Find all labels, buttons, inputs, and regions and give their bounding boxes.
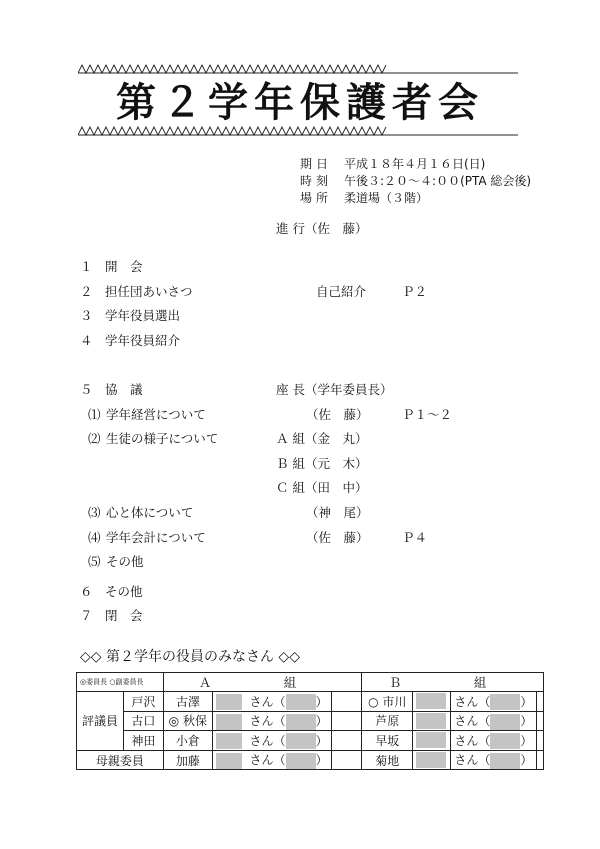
sub-num-1: ⑴: [88, 407, 101, 422]
officers-table: [76, 672, 544, 770]
district-cell: 古口: [124, 711, 164, 731]
meeting-info: [300, 156, 531, 207]
table-row: [77, 692, 544, 712]
redacted-box: [416, 693, 446, 709]
agenda-item-5-chair: 座 長（学年委員長）: [276, 382, 393, 397]
officer-legend: ◎委員長 ○副委員長: [77, 673, 164, 692]
sub-item-1-page: Ｐ１～２: [402, 407, 453, 422]
a-parent-name: 加藤: [163, 750, 212, 770]
redacted-box: [490, 753, 520, 769]
sub-item-2-presenter-b: Ｂ 組（元 木）: [276, 456, 368, 471]
san-label: さん（: [454, 753, 491, 768]
a-officer-name: ◎ 秋保: [163, 711, 212, 731]
b-officer-name: 早坂: [362, 731, 413, 751]
table-row: [77, 731, 544, 751]
sub-item-3-presenter: （神 尾）: [306, 505, 369, 520]
sub-item-4-presenter: （佐 藤）: [306, 530, 369, 545]
place-label: 場所: [300, 191, 333, 205]
spacer-cell: [536, 692, 543, 712]
sub-num-2: ⑵: [88, 431, 101, 446]
spacer-cell: [331, 711, 362, 731]
time-value: 午後３:２０～４:００(PTA 総会後): [344, 174, 532, 188]
close-paren: ）: [315, 694, 328, 709]
close-paren: ）: [315, 753, 328, 768]
district-cell: 戸沢: [124, 692, 164, 712]
time-row: [300, 173, 531, 190]
close-paren: ）: [315, 714, 328, 729]
redacted-box: [490, 714, 520, 730]
a-officer-detail: [212, 692, 331, 712]
sub-item-4-page: Ｐ４: [402, 530, 428, 545]
officers-heading: ◇◇ 第２学年の役員のみなさん ◇◇: [80, 649, 300, 665]
b-officer-detail: [451, 711, 537, 731]
spacer-cell: [331, 731, 362, 751]
redacted-box: [216, 733, 242, 749]
spacer-cell: [536, 750, 543, 770]
date-value: 平成１８年４月１６日(日): [344, 157, 486, 171]
agenda-item-2-page: Ｐ２: [402, 284, 428, 299]
redacted-box: [216, 714, 242, 730]
date-row: [300, 156, 531, 173]
district-cell: 神田: [124, 731, 164, 751]
agenda-item-7: 閉 会: [105, 608, 143, 623]
sub-num-4: ⑷: [88, 530, 101, 545]
san-label: さん（: [249, 694, 286, 709]
redacted-box: [490, 694, 520, 710]
a-officer-detail: [212, 711, 331, 731]
agenda-item-2: 担任団あいさつ: [105, 284, 193, 299]
b-redacted-cell: [413, 750, 451, 770]
b-officer-detail: [451, 731, 537, 751]
sub-item-2-presenter-a: Ａ 組（金 丸）: [276, 431, 368, 446]
redacted-box: [216, 694, 242, 710]
san-label: さん（: [454, 694, 491, 709]
close-paren: ）: [520, 733, 533, 748]
a-officer-detail: [212, 731, 331, 751]
a-parent-detail: [212, 750, 331, 770]
b-parent-name: 菊地: [362, 750, 413, 770]
redacted-box: [286, 753, 316, 769]
group-a-header: Ａ 組: [163, 673, 362, 692]
close-paren: ）: [520, 714, 533, 729]
redacted-box: [286, 714, 316, 730]
sub-item-5: その他: [106, 554, 144, 569]
agenda-item-5: 協 議: [105, 382, 143, 397]
group-b-header: Ｂ 組: [362, 673, 544, 692]
close-paren: ）: [520, 694, 533, 709]
spacer-cell: [331, 750, 362, 770]
redacted-box: [216, 753, 242, 769]
agenda-num-5: ５: [80, 382, 93, 397]
b-redacted-cell: [413, 731, 451, 751]
b-officer-name: ○ 市川: [362, 692, 413, 712]
agenda-item-1: 開 会: [105, 259, 143, 274]
sub-item-2-presenter-c: Ｃ 組（田 中）: [276, 480, 368, 495]
san-label: さん（: [249, 714, 286, 729]
bottom-decorative-rule: [78, 126, 518, 136]
sub-item-2: 生徒の様子について: [106, 431, 219, 446]
parent-committee-label: 母親委員: [77, 750, 164, 770]
redacted-box: [286, 733, 316, 749]
a-officer-name: 小倉: [163, 731, 212, 751]
page-title: 第２学年保護者会: [116, 79, 484, 126]
agenda-item-2-note: 自己紹介: [316, 284, 367, 299]
spacer-cell: [331, 692, 362, 712]
agenda-num-4: ４: [80, 333, 93, 348]
table-row: [77, 711, 544, 731]
time-label: 時刻: [300, 174, 333, 188]
san-label: さん（: [454, 714, 491, 729]
officers-header-row: [77, 673, 544, 692]
redacted-box: [416, 732, 446, 748]
b-parent-detail: [451, 750, 537, 770]
agenda-num-2: ２: [80, 284, 93, 299]
redacted-box: [286, 694, 316, 710]
spacer-cell: [536, 731, 543, 751]
agenda-num-1: １: [80, 259, 93, 274]
redacted-box: [490, 733, 520, 749]
facilitator: 進 行（佐 藤）: [276, 221, 368, 236]
b-officer-detail: [451, 692, 537, 712]
agenda-item-4: 学年役員紹介: [105, 333, 181, 348]
spacer-cell: [536, 711, 543, 731]
b-redacted-cell: [413, 711, 451, 731]
agenda-num-7: ７: [80, 608, 93, 623]
sub-item-1-presenter: （佐 藤）: [306, 407, 369, 422]
san-label: さん（: [249, 753, 286, 768]
place-value: 柔道場（３階）: [344, 191, 429, 205]
agenda-num-6: ６: [80, 584, 93, 599]
sub-item-4: 学年会計について: [106, 530, 206, 545]
agenda-item-6: その他: [105, 584, 143, 599]
council-label: 評議員: [77, 692, 124, 751]
sub-num-3: ⑶: [88, 505, 101, 520]
a-officer-name: 古澤: [163, 692, 212, 712]
close-paren: ）: [520, 753, 533, 768]
place-row: [300, 190, 531, 207]
b-redacted-cell: [413, 692, 451, 712]
date-label: 期日: [300, 157, 333, 171]
agenda-num-3: ３: [80, 308, 93, 323]
table-row: [77, 750, 544, 770]
san-label: さん（: [249, 733, 286, 748]
redacted-box: [416, 713, 446, 729]
b-officer-name: 芦原: [362, 711, 413, 731]
agenda-item-3: 学年役員選出: [105, 308, 181, 323]
sub-num-5: ⑸: [88, 554, 101, 569]
sub-item-3: 心と体について: [106, 505, 194, 520]
top-decorative-rule: [78, 64, 518, 74]
sub-item-1: 学年経営について: [106, 407, 206, 422]
san-label: さん（: [454, 733, 491, 748]
redacted-box: [416, 752, 446, 768]
close-paren: ）: [315, 733, 328, 748]
